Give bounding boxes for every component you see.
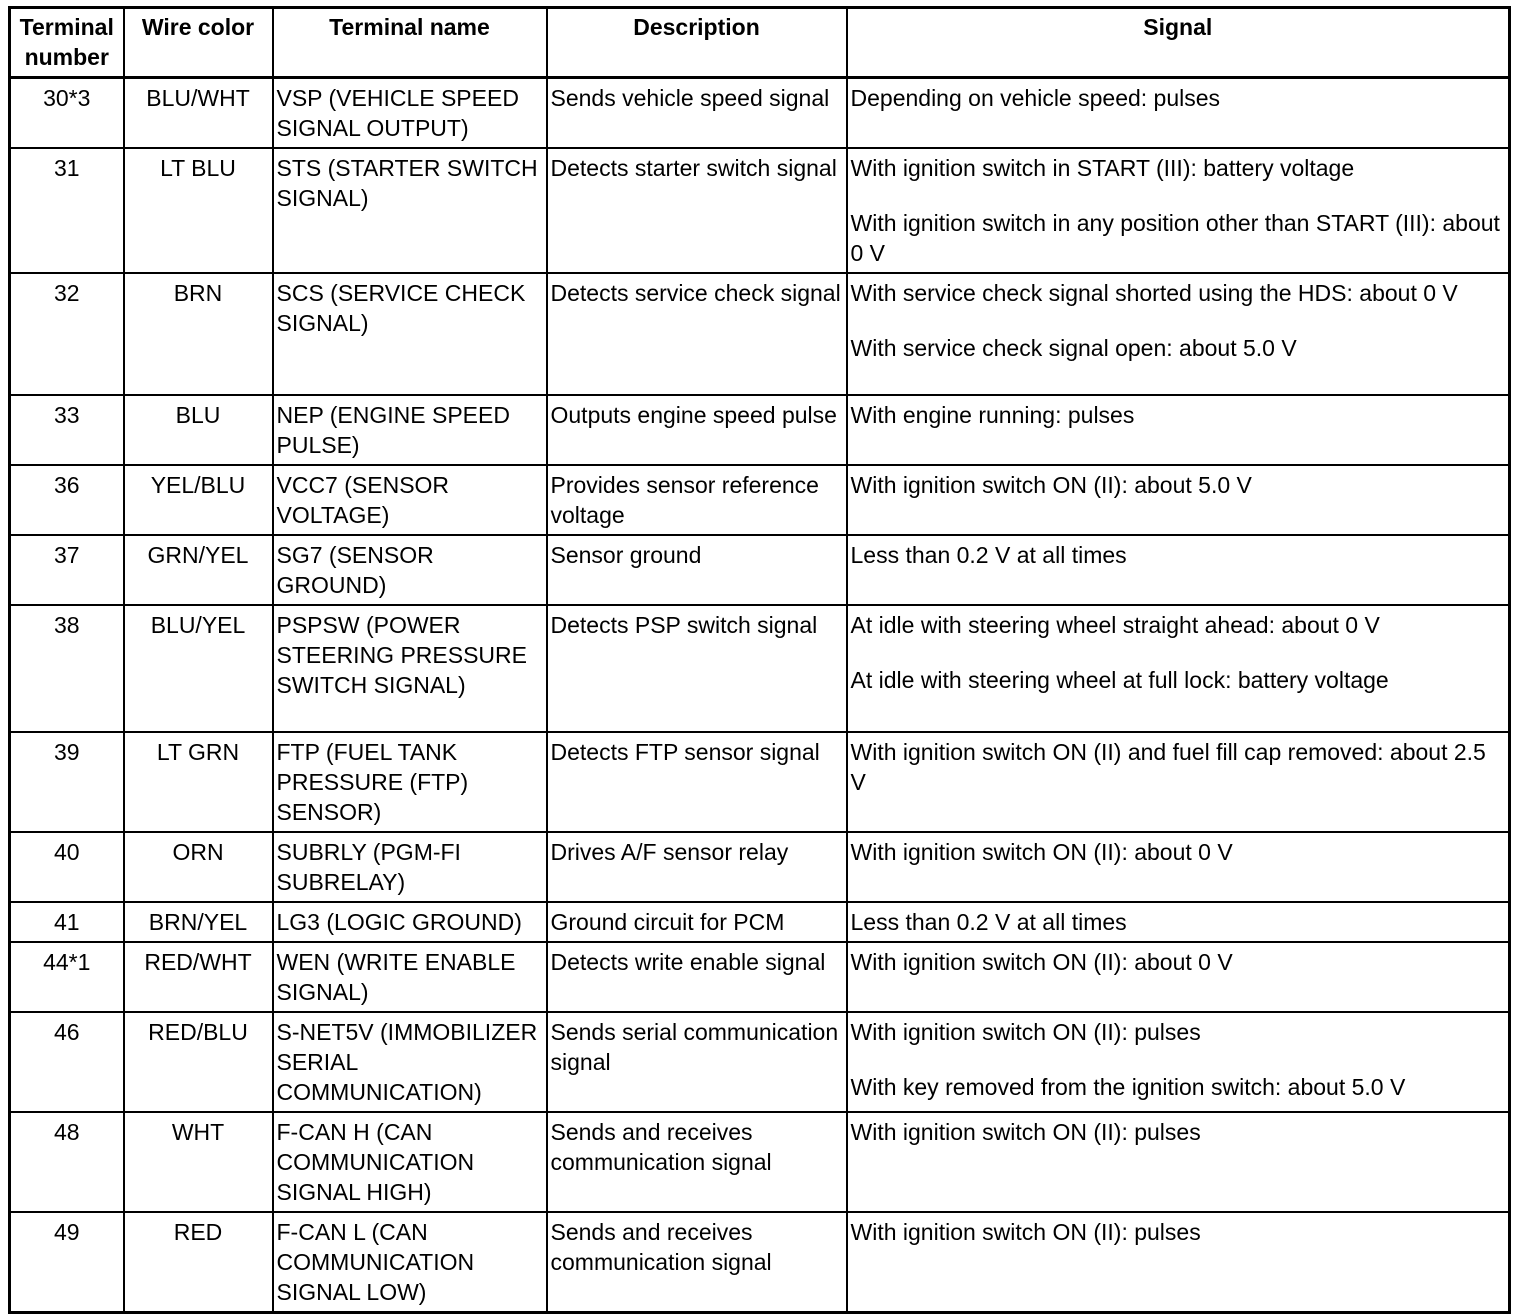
signal-text: With ignition switch ON (II) and fuel fill cap removed: about 2.5 V [850, 739, 1486, 795]
description-cell: Sends vehicle speed signal [547, 78, 847, 149]
table-row [10, 1012, 1510, 1112]
signal-cell [847, 732, 1510, 832]
wire-color-cell: LT BLU [124, 148, 273, 273]
terminal-number-cell: 44*1 [10, 942, 124, 1012]
terminal-name-cell: SG7 (SENSOR GROUND) [273, 535, 547, 605]
table-row [10, 535, 1510, 605]
signal-cell [847, 78, 1510, 149]
terminal-name-cell: STS (STARTER SWITCH SIGNAL) [273, 148, 547, 273]
signal-text: With ignition switch ON (II): about 5.0 V [850, 472, 1252, 498]
signal-text: With key removed from the ignition switch: about 5.0 V [850, 1074, 1406, 1100]
table-body [10, 78, 1510, 1313]
wire-color-cell: BLU/YEL [124, 605, 273, 732]
wire-color-cell: ORN [124, 832, 273, 902]
table-row [10, 1112, 1510, 1212]
table-row [10, 78, 1510, 149]
wire-color-cell: WHT [124, 1112, 273, 1212]
table-row [10, 732, 1510, 832]
signal-text: With engine running: pulses [850, 402, 1135, 428]
terminal-name-cell: VSP (VEHICLE SPEED SIGNAL OUTPUT) [273, 78, 547, 149]
signal-cell [847, 148, 1510, 273]
terminal-number-cell: 30*3 [10, 78, 124, 149]
signal-text: With ignition switch ON (II): pulses [850, 1119, 1201, 1145]
signal-cell [847, 605, 1510, 732]
signal-cell [847, 395, 1510, 465]
signal-text: With ignition switch ON (II): about 0 V [850, 839, 1233, 865]
terminal-number-cell: 36 [10, 465, 124, 535]
description-cell: Sends and receives communication signal [547, 1112, 847, 1212]
table-row [10, 942, 1510, 1012]
table-row [10, 148, 1510, 273]
signal-text: With service check signal open: about 5.0 V [850, 335, 1297, 361]
signal-cell [847, 535, 1510, 605]
table-row [10, 902, 1510, 942]
terminal-name-cell: LG3 (LOGIC GROUND) [273, 902, 547, 942]
terminal-name-cell: WEN (WRITE ENABLE SIGNAL) [273, 942, 547, 1012]
signal-cell [847, 465, 1510, 535]
table-row [10, 1212, 1510, 1313]
terminal-name-cell: SUBRLY (PGM-FI SUBRELAY) [273, 832, 547, 902]
table-row [10, 605, 1510, 732]
terminal-number-cell: 39 [10, 732, 124, 832]
signal-cell [847, 1212, 1510, 1313]
terminal-name-cell: FTP (FUEL TANK PRESSURE (FTP) SENSOR) [273, 732, 547, 832]
wire-color-cell: YEL/BLU [124, 465, 273, 535]
header-terminal-number: Terminal number [10, 8, 124, 78]
description-cell: Sends and receives communication signal [547, 1212, 847, 1313]
wire-color-cell: LT GRN [124, 732, 273, 832]
signal-text: With ignition switch in START (III): battery voltage [850, 155, 1355, 181]
description-cell: Detects service check signal [547, 273, 847, 395]
description-cell: Drives A/F sensor relay [547, 832, 847, 902]
wire-color-cell: GRN/YEL [124, 535, 273, 605]
description-cell: Outputs engine speed pulse [547, 395, 847, 465]
description-cell: Detects starter switch signal [547, 148, 847, 273]
signal-text: Depending on vehicle speed: pulses [850, 85, 1221, 111]
description-cell: Ground circuit for PCM [547, 902, 847, 942]
wire-color-cell: BRN [124, 273, 273, 395]
terminal-name-cell: VCC7 (SENSOR VOLTAGE) [273, 465, 547, 535]
terminal-number-cell: 49 [10, 1212, 124, 1313]
terminal-name-cell: F-CAN H (CAN COMMUNICATION SIGNAL HIGH) [273, 1112, 547, 1212]
terminal-name-cell: S-NET5V (IMMOBILIZER SERIAL COMMUNICATION) [273, 1012, 547, 1112]
signal-cell [847, 1012, 1510, 1112]
terminal-number-cell: 31 [10, 148, 124, 273]
terminal-name-cell: NEP (ENGINE SPEED PULSE) [273, 395, 547, 465]
terminal-number-cell: 40 [10, 832, 124, 902]
table-row [10, 395, 1510, 465]
signal-cell [847, 832, 1510, 902]
signal-text: Less than 0.2 V at all times [850, 542, 1127, 568]
signal-cell [847, 273, 1510, 395]
terminal-number-cell: 46 [10, 1012, 124, 1112]
wire-color-cell: BLU/WHT [124, 78, 273, 149]
terminal-number-cell: 33 [10, 395, 124, 465]
signal-text: With ignition switch in any position other than START (III): about 0 V [850, 210, 1500, 266]
terminal-name-cell: PSPSW (POWER STEERING PRESSURE SWITCH SIGNAL) [273, 605, 547, 732]
terminal-number-cell: 48 [10, 1112, 124, 1212]
description-cell: Provides sensor reference voltage [547, 465, 847, 535]
signal-text: With ignition switch ON (II): about 0 V [850, 949, 1233, 975]
signal-cell [847, 942, 1510, 1012]
description-cell: Detects write enable signal [547, 942, 847, 1012]
wire-color-cell: BRN/YEL [124, 902, 273, 942]
signal-cell [847, 902, 1510, 942]
wire-color-cell: RED [124, 1212, 273, 1313]
wire-color-cell: RED/BLU [124, 1012, 273, 1112]
signal-text: With service check signal shorted using the HDS: about 0 V [850, 280, 1458, 306]
table-row [10, 273, 1510, 395]
table-row [10, 465, 1510, 535]
table-row [10, 832, 1510, 902]
signal-text: With ignition switch ON (II): pulses [850, 1219, 1201, 1245]
wire-color-cell: BLU [124, 395, 273, 465]
terminal-number-cell: 38 [10, 605, 124, 732]
signal-text: Less than 0.2 V at all times [850, 909, 1127, 935]
terminal-number-cell: 41 [10, 902, 124, 942]
terminal-name-cell: F-CAN L (CAN COMMUNICATION SIGNAL LOW) [273, 1212, 547, 1313]
description-cell: Detects FTP sensor signal [547, 732, 847, 832]
header-row [10, 8, 1510, 78]
description-cell: Sends serial communication signal [547, 1012, 847, 1112]
terminal-table [8, 6, 1511, 1314]
signal-cell [847, 1112, 1510, 1212]
header-wire-color: Wire color [124, 8, 273, 78]
header-signal: Signal [847, 8, 1510, 78]
header-description: Description [547, 8, 847, 78]
signal-text: At idle with steering wheel straight ahead: about 0 V [850, 612, 1380, 638]
signal-text: With ignition switch ON (II): pulses [850, 1019, 1201, 1045]
header-terminal-name: Terminal name [273, 8, 547, 78]
wire-color-cell: RED/WHT [124, 942, 273, 1012]
description-cell: Sensor ground [547, 535, 847, 605]
terminal-name-cell: SCS (SERVICE CHECK SIGNAL) [273, 273, 547, 395]
terminal-number-cell: 32 [10, 273, 124, 395]
description-cell: Detects PSP switch signal [547, 605, 847, 732]
terminal-number-cell: 37 [10, 535, 124, 605]
signal-text: At idle with steering wheel at full lock: battery voltage [850, 667, 1389, 693]
